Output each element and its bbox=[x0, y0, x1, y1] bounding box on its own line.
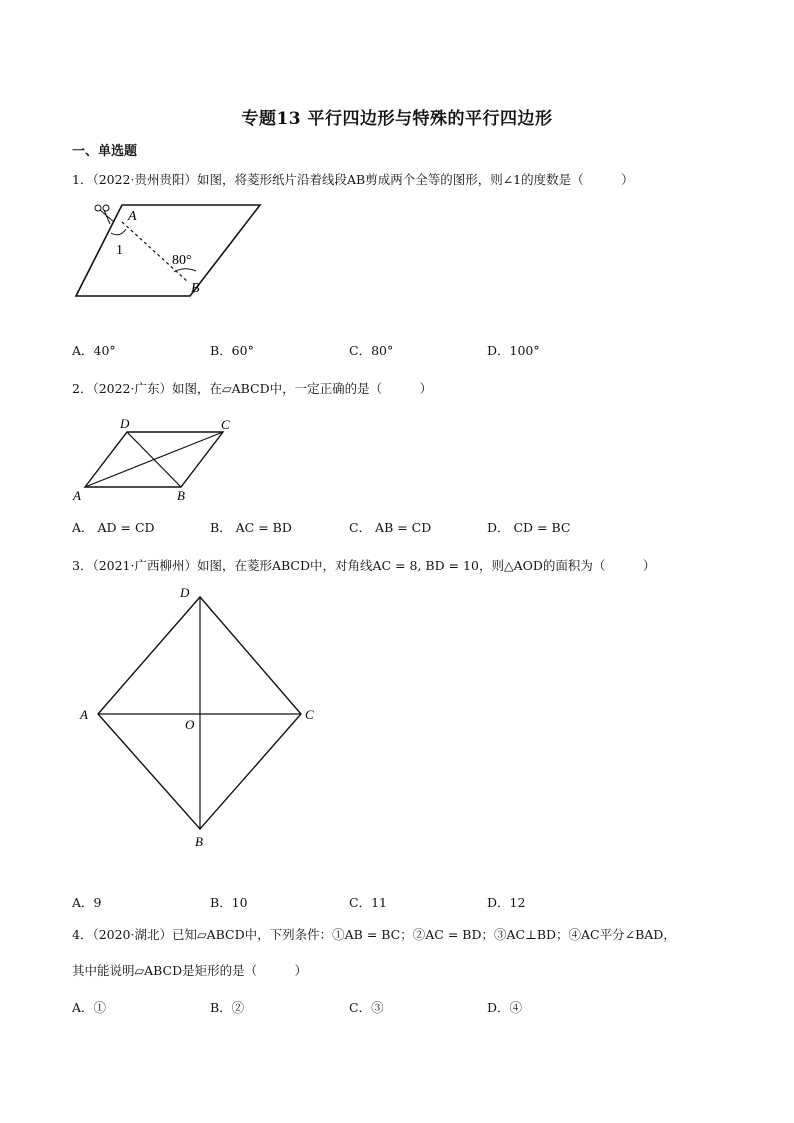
q2-option-d[interactable]: D． CD = BC bbox=[487, 520, 571, 535]
q2-option-a[interactable]: A． AD = CD bbox=[72, 520, 155, 535]
question-3-figure bbox=[70, 583, 330, 853]
label-d: D bbox=[180, 585, 190, 600]
q3-option-c[interactable]: C．11 bbox=[349, 895, 387, 910]
section-heading: 一、单选题 bbox=[72, 144, 138, 159]
label-o: O bbox=[185, 717, 195, 732]
label-b: B bbox=[195, 834, 203, 849]
diagonal-bd bbox=[127, 432, 181, 487]
angle-1-arc bbox=[111, 229, 126, 235]
question-4-stem: 4．（2020·湖北）已知▱ABCD中，下列条件：①AB = BC；②AC = BD；③AC⊥BD；④AC平分∠BAD， bbox=[72, 927, 676, 942]
question-4-stem-continued: 其中能说明▱ABCD是矩形的是（ ） bbox=[72, 963, 308, 978]
label-c: C bbox=[221, 417, 230, 432]
q1-option-d[interactable]: D．100° bbox=[487, 343, 540, 358]
q4-option-d[interactable]: D．④ bbox=[487, 1000, 523, 1015]
q1-option-c[interactable]: C．80° bbox=[349, 343, 394, 358]
q1-option-a[interactable]: A．40° bbox=[72, 343, 116, 358]
label-d: D bbox=[120, 416, 130, 431]
rhombus-outline bbox=[76, 205, 260, 296]
label-angle-80: 80° bbox=[172, 253, 192, 268]
label-a: A bbox=[73, 488, 81, 503]
q1-option-b[interactable]: B．60° bbox=[210, 343, 254, 358]
question-1-stem: 1．（2022·贵州贵阳）如图，将菱形纸片沿着线段AB剪成两个全等的图形，则∠1的度数是（ ） bbox=[72, 172, 634, 187]
label-angle-1: 1 bbox=[116, 243, 123, 258]
label-a: A bbox=[128, 209, 137, 224]
question-1-figure bbox=[70, 198, 270, 300]
q4-option-a[interactable]: A．① bbox=[72, 1000, 107, 1015]
q3-option-d[interactable]: D．12 bbox=[487, 895, 526, 910]
question-3-stem: 3．（2021·广西柳州）如图，在菱形ABCD中，对角线AC = 8, BD = 10，则△AOD的面积为（ ） bbox=[72, 558, 656, 573]
label-b: B bbox=[191, 281, 200, 296]
question-2-figure bbox=[70, 414, 250, 504]
q3-option-b[interactable]: B．10 bbox=[210, 895, 248, 910]
page-title: 专题13 平行四边形与特殊的平行四边形 bbox=[241, 109, 553, 129]
question-2-stem: 2．（2022·广东）如图，在▱ABCD中，一定正确的是（ ） bbox=[72, 381, 433, 396]
q4-option-b[interactable]: B．② bbox=[210, 1000, 245, 1015]
q4-option-c[interactable]: C．③ bbox=[349, 1000, 384, 1015]
q2-option-c[interactable]: C． AB = CD bbox=[349, 520, 432, 535]
cut-line-ab bbox=[122, 222, 188, 282]
label-c: C bbox=[305, 707, 314, 722]
label-a: A bbox=[80, 707, 88, 722]
label-b: B bbox=[177, 488, 185, 503]
scissors-icon bbox=[95, 205, 114, 224]
q2-option-b[interactable]: B． AC = BD bbox=[210, 520, 292, 535]
q3-option-a[interactable]: A．9 bbox=[72, 895, 102, 910]
